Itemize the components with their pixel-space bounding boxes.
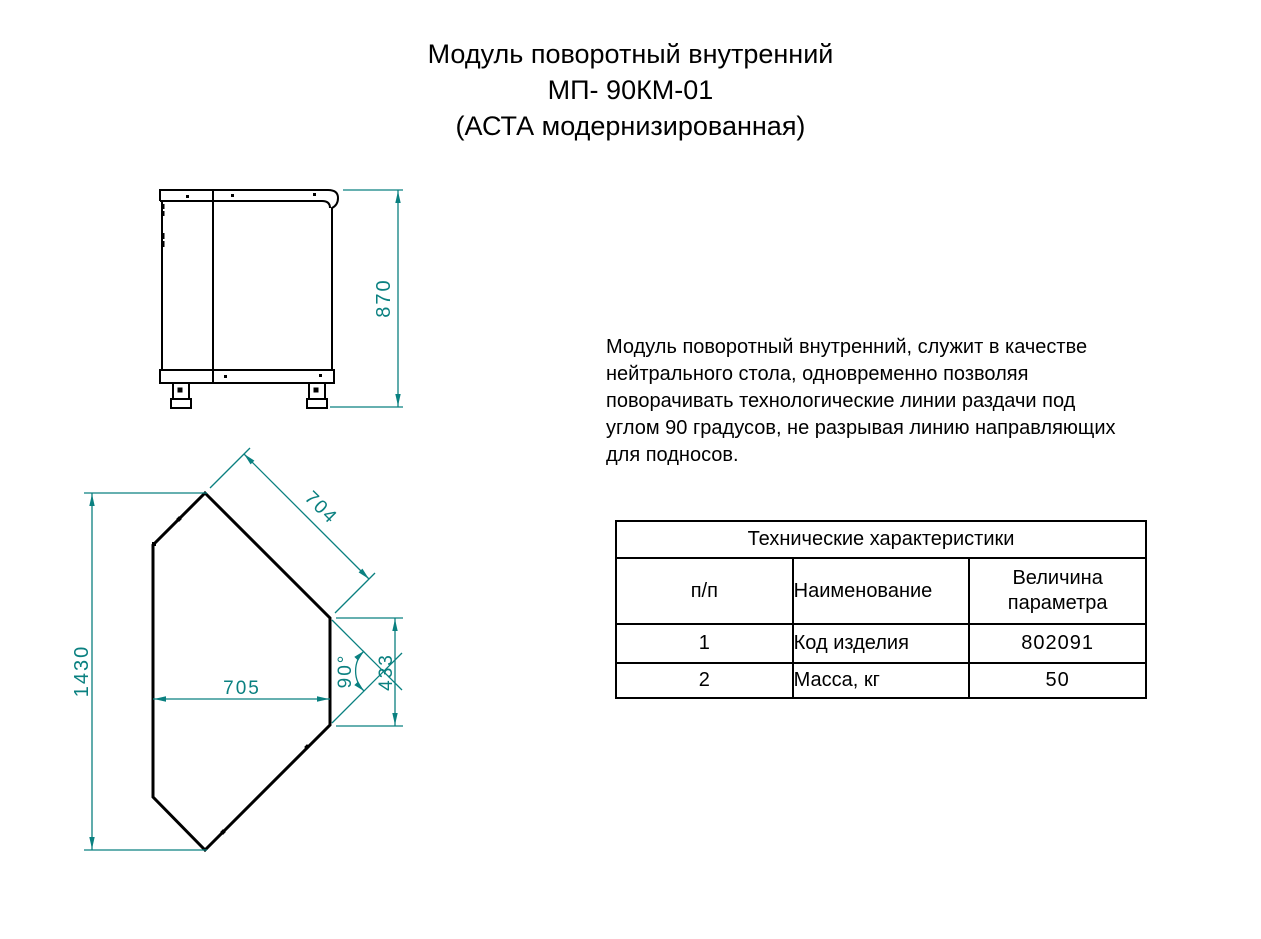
dim-433-label: 433 (376, 653, 397, 691)
front-countertop-underside (160, 201, 330, 208)
description-line-3: поворачивать технологические линии раздачи под (606, 390, 1076, 412)
front-right-foot (307, 399, 327, 408)
spec-table (615, 520, 1147, 699)
row2-num: 2 (616, 663, 793, 698)
dim-870-arrow-up (395, 191, 400, 203)
description-line-1: Модуль поворотный внутренний, служит в качестве (606, 336, 1088, 358)
dim-433-arrow-up (392, 619, 397, 631)
col-header-name: Наименование (793, 558, 970, 624)
front-right-leg-adjuster (314, 388, 319, 393)
front-screw-marks (186, 193, 322, 378)
front-countertop-outline (160, 190, 338, 370)
angle-arc-arrow-top (354, 649, 366, 661)
dim-704-line (244, 454, 369, 579)
table-row (616, 624, 1146, 663)
product-description (606, 334, 1116, 469)
dim-433-arrow-down (392, 713, 397, 725)
spec-table-title: Технические характеристики (616, 521, 1146, 558)
row1-num: 1 (616, 624, 793, 663)
plan-depth-dimension (71, 493, 207, 850)
title-line-2: МП- 90КМ-01 (547, 75, 714, 105)
col-header-value-line1: Величина (1012, 567, 1103, 589)
plan-outline (153, 493, 330, 850)
plan-view-drawing (152, 493, 330, 850)
col-header-value (969, 558, 1146, 624)
dim-90deg-label: 90° (335, 653, 356, 689)
table-row (616, 663, 1146, 698)
dim-1430-arrow-down (89, 837, 94, 849)
front-bottom-band (160, 370, 334, 383)
dim-1430-label: 1430 (71, 644, 93, 698)
dim-705-arrow-right (317, 696, 329, 701)
front-view-drawing (160, 190, 338, 408)
dim-870-arrow-down (395, 394, 400, 406)
spec-table-header-row (616, 558, 1146, 624)
row2-name: Масса, кг (793, 663, 970, 698)
dim-870-label: 870 (373, 278, 395, 318)
description-line-2: нейтрального стола, одновременно позволяя (606, 363, 1029, 385)
description-line-5: для подносов. (606, 444, 739, 466)
col-header-num: п/п (616, 558, 793, 624)
plan-diagonal-dimension (210, 448, 375, 613)
spec-table-title-row (616, 521, 1146, 558)
dim-704-label: 704 (300, 487, 342, 529)
front-height-dimension (330, 190, 403, 407)
row2-value: 50 (969, 663, 1146, 698)
title-line-1: Модуль поворотный внутренний (427, 39, 834, 69)
col-header-value-line2: параметра (1007, 592, 1108, 614)
dim-705-arrow-left (154, 696, 166, 701)
plan-width-dimension (153, 678, 330, 702)
front-left-foot (171, 399, 191, 408)
front-left-leg-adjuster (178, 388, 183, 393)
row1-name: Код изделия (793, 624, 970, 663)
row1-value: 802091 (969, 624, 1146, 663)
description-line-4: углом 90 градусов, не разрывая линию направляющих (606, 417, 1116, 439)
dim-1430-arrow-up (89, 494, 94, 506)
title-line-3: (АСТА модернизированная) (455, 111, 806, 141)
plan-joint-marks (152, 516, 310, 835)
dim-705-label: 705 (223, 678, 261, 699)
